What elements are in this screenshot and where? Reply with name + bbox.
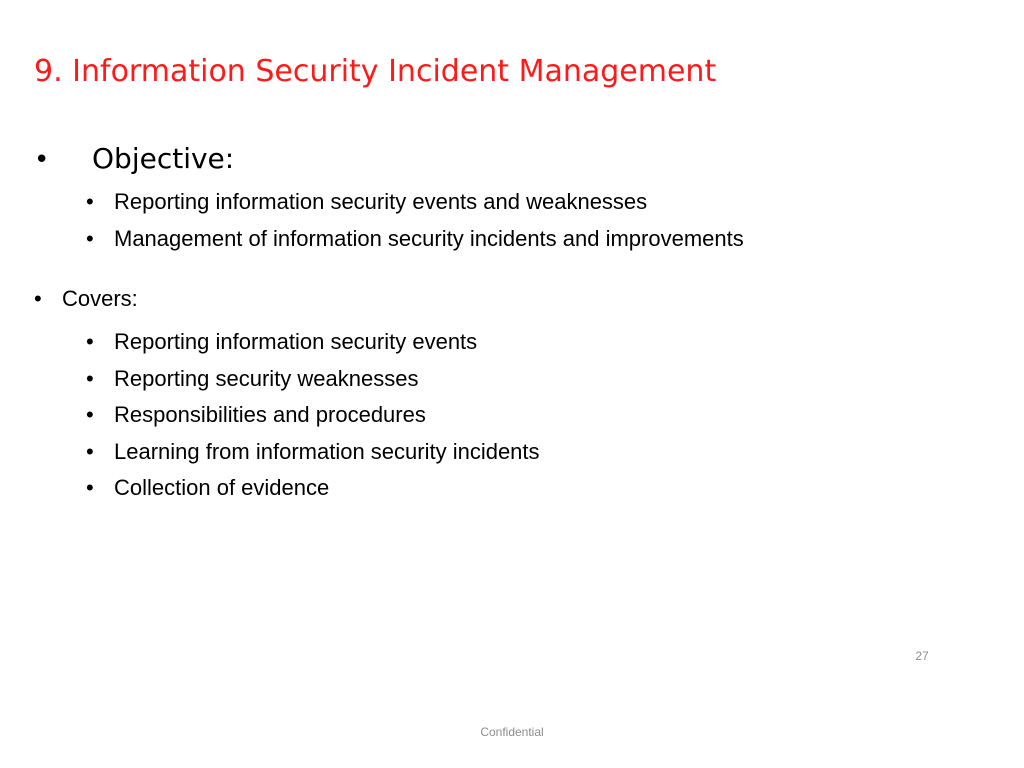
list-item-text: Reporting security weaknesses bbox=[114, 365, 419, 391]
bullet-dot: • bbox=[86, 329, 94, 354]
covers-list bbox=[86, 324, 540, 507]
list-item-text: Reporting information security events bbox=[114, 329, 478, 354]
list-item bbox=[86, 434, 540, 471]
objective-list bbox=[86, 184, 744, 257]
bullet-dot: • bbox=[86, 438, 94, 464]
list-item bbox=[86, 397, 540, 434]
page-number: 27 bbox=[915, 649, 929, 663]
bullet-dot: • bbox=[86, 225, 94, 251]
list-item-text: Reporting information security events and weaknesses bbox=[114, 189, 648, 214]
section-heading: Objective: bbox=[92, 142, 235, 175]
list-item bbox=[86, 324, 540, 361]
list-item-text: Management of information security incidents and improvements bbox=[114, 225, 744, 251]
section-covers bbox=[34, 284, 138, 314]
list-item bbox=[86, 470, 540, 507]
list-item-text: Responsibilities and procedures bbox=[114, 402, 426, 427]
section-objective bbox=[34, 140, 234, 179]
list-item bbox=[86, 221, 744, 258]
list-item-text: Learning from information security incidents bbox=[114, 438, 540, 464]
section-heading: Covers: bbox=[62, 286, 138, 311]
bullet-dot: • bbox=[86, 402, 94, 427]
list-item bbox=[86, 361, 540, 398]
bullet-dot: • bbox=[34, 145, 50, 175]
bullet-dot: • bbox=[86, 475, 94, 500]
bullet-dot: • bbox=[34, 286, 42, 311]
list-item-text: Collection of evidence bbox=[114, 475, 330, 500]
slide-title: 9. Information Security Incident Management bbox=[34, 54, 717, 89]
footer-confidential: Confidential bbox=[480, 725, 544, 739]
bullet-dot: • bbox=[86, 189, 94, 214]
bullet-dot: • bbox=[86, 365, 94, 391]
list-item bbox=[86, 184, 744, 221]
